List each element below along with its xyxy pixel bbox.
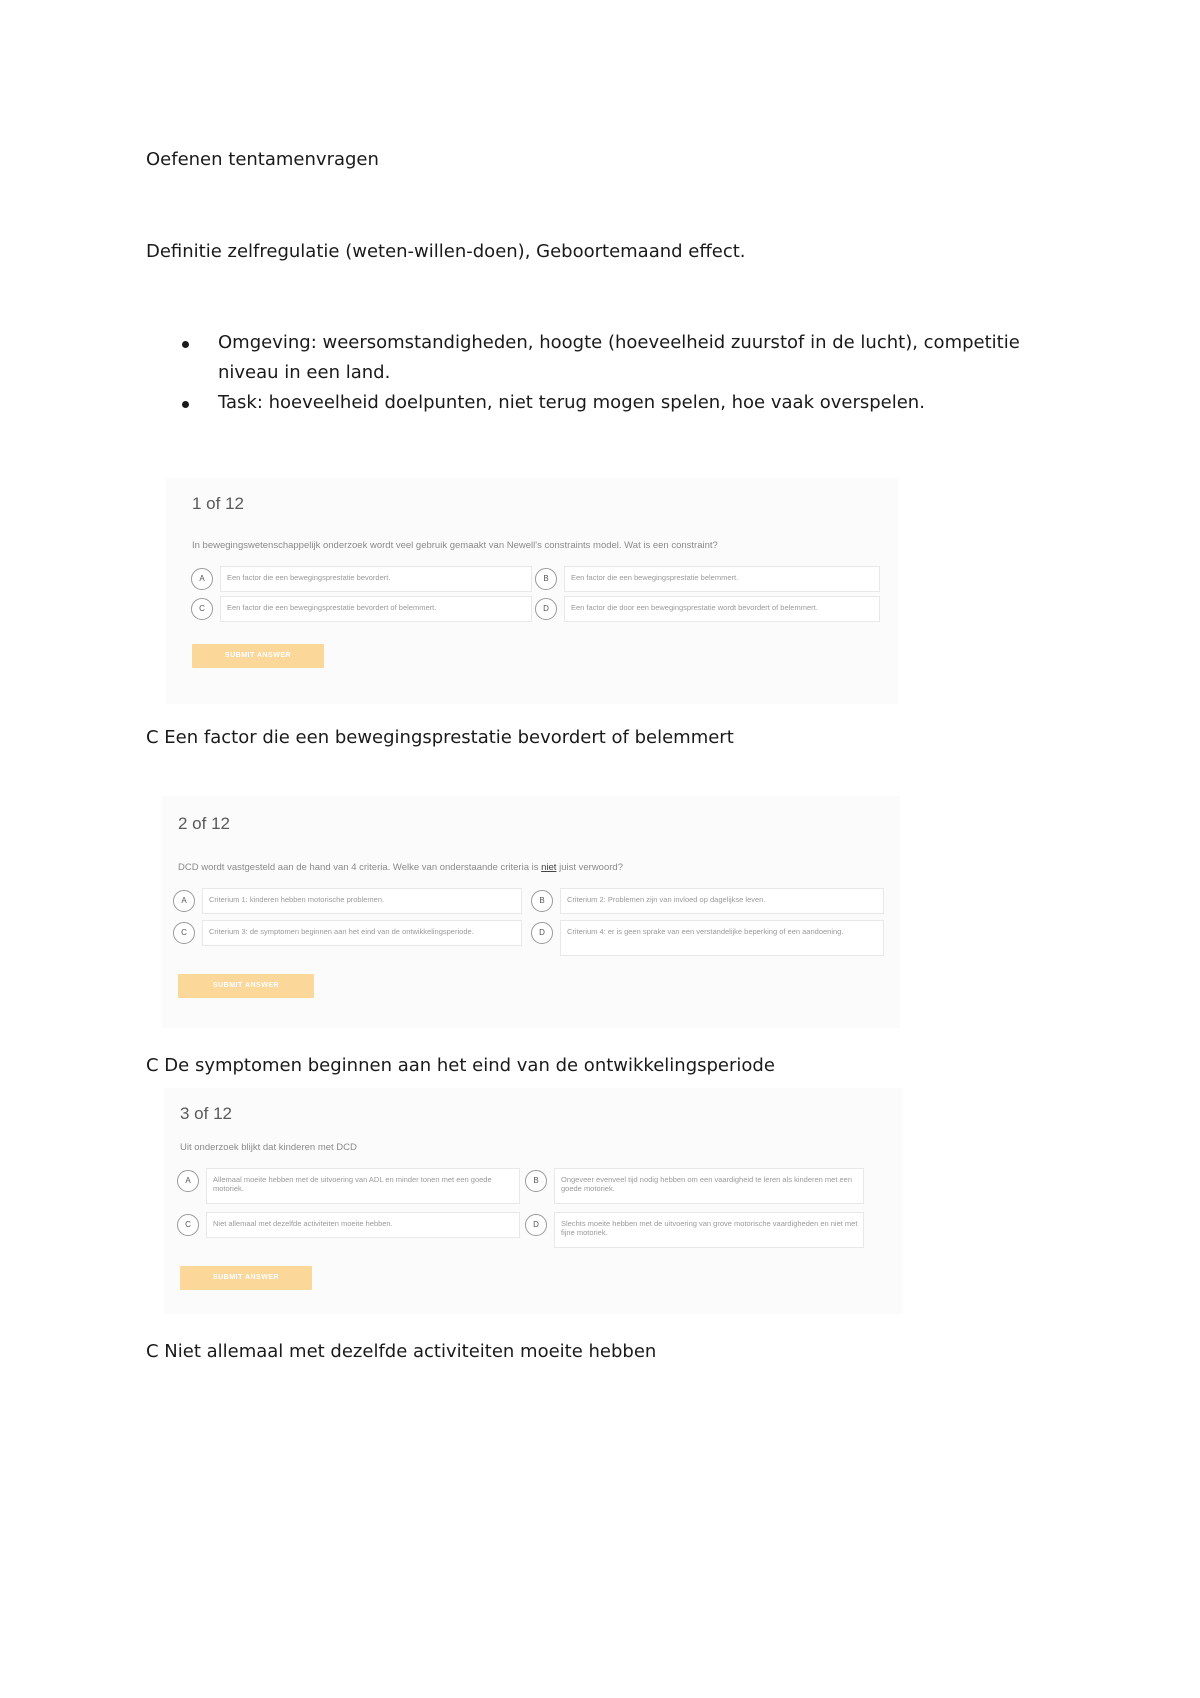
topic-line: Definitie zelfregulatie (weten-willen-doen), Geboortemaand effect. [146,241,746,262]
option-text: Criterium 2: Problemen zijn van invloed op dagelijkse leven. [567,895,766,904]
answer-option-d[interactable] [533,1212,864,1248]
submit-answer-button[interactable]: SUBMIT ANSWER [178,974,314,998]
answer-line-3: C Niet allemaal met dezelfde activiteiten moeite hebben [146,1341,657,1362]
option-text: Criterium 1: kinderen hebben motorische problemen. [209,895,385,904]
submit-answer-button[interactable]: SUBMIT ANSWER [192,644,324,668]
bullet-dot-icon [182,341,189,348]
option-text: Een factor die door een bewegingsprestatie wordt bevordert of belemmert. [571,603,818,612]
bullet-item: Task: hoeveelheid doelpunten, niet terug mogen spelen, hoe vaak overspelen. [146,388,1046,418]
answer-option-b[interactable] [533,1168,864,1204]
option-letter: C [177,1214,199,1236]
option-letter: C [191,598,213,620]
answer-option-c[interactable] [185,1212,520,1238]
answer-option-c[interactable] [181,920,522,946]
option-text: Niet allemaal met dezelfde activiteiten moeite hebben. [213,1219,393,1228]
question-counter: 2 of 12 [178,814,230,833]
quiz-screenshot-1 [166,478,898,704]
option-letter: B [535,568,557,590]
option-text: Slechts moeite hebben met de uitvoering van grove motorische vaardigheden en niet met fijne motoriek. [561,1219,858,1237]
question-text: In bewegingswetenschappelijk onderzoek wordt veel gebruik gemaakt van Newell's constraints model. Wat is een constraint? [192,540,718,551]
option-text: Ongeveer evenveel tijd nodig hebben om een vaardigheid te leren als kinderen met een goede motoriek. [561,1175,853,1193]
option-letter: B [525,1170,547,1192]
question-counter: 3 of 12 [180,1104,232,1123]
option-letter: D [535,598,557,620]
answer-option-a[interactable] [185,1168,520,1204]
document-title: Oefenen tentamenvragen [146,149,379,170]
option-text: Een factor die een bewegingsprestatie bevordert of belemmert. [227,603,437,612]
option-text: Een factor die een bewegingsprestatie bevordert. [227,573,391,582]
option-letter: B [531,890,553,912]
question-text: DCD wordt vastgesteld aan de hand van 4 criteria. Welke van onderstaande criteria is niet juist verwoord? [178,862,623,873]
question-text: Uit onderzoek blijkt dat kinderen met DCD [180,1142,357,1153]
option-letter: A [177,1170,199,1192]
option-text: Een factor die een bewegingsprestatie belemmert. [571,573,739,582]
answer-option-d[interactable] [543,596,880,622]
answer-option-b[interactable] [543,566,880,592]
option-text: Allemaal moeite hebben met de uitvoering van ADL en minder tonen met een goede motoriek. [213,1175,492,1193]
bullet-dot-icon [182,401,189,408]
option-letter: C [173,922,195,944]
submit-answer-button[interactable]: SUBMIT ANSWER [180,1266,312,1290]
emphasis-text: niet [541,862,557,873]
option-letter: D [525,1214,547,1236]
bullet-item: Omgeving: weersomstandigheden, hoogte (hoeveelheid zuurstof in de lucht), competitie niveau in een land. [146,328,1046,388]
quiz-screenshot-3 [164,1088,902,1314]
option-text: Criterium 3: de symptomen beginnen aan het eind van de ontwikkelingsperiode. [209,927,474,936]
answer-option-d[interactable] [539,920,884,956]
option-letter: A [173,890,195,912]
answer-line-2: C De symptomen beginnen aan het eind van de ontwikkelingsperiode [146,1055,775,1076]
option-letter: D [531,922,553,944]
answer-option-a[interactable] [181,888,522,914]
bullet-list [146,328,1046,418]
answer-line-1: C Een factor die een bewegingsprestatie bevordert of belemmert [146,727,734,748]
option-letter: A [191,568,213,590]
quiz-screenshot-2 [162,796,900,1028]
answer-option-a[interactable] [199,566,532,592]
question-counter: 1 of 12 [192,494,244,513]
answer-option-c[interactable] [199,596,532,622]
answer-option-b[interactable] [539,888,884,914]
option-text: Criterium 4: er is geen sprake van een verstandelijke beperking of een aandoening. [567,927,844,936]
